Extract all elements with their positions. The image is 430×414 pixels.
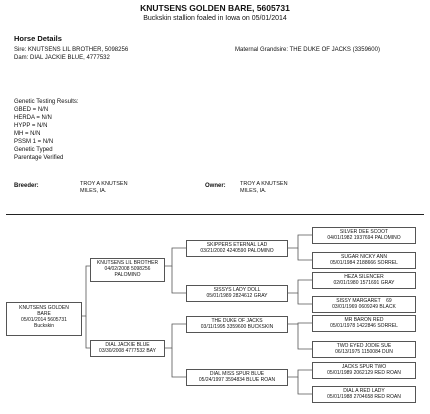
genetic-result: PSSM 1 = N/N — [14, 139, 54, 145]
dam-name: DIAL JACKIE BLUE — [105, 342, 150, 348]
horse-info: 05/01/1989 2824612 GRAY — [206, 293, 268, 299]
subject-name-cont: BARE — [37, 311, 51, 317]
pedigree-gen4-item — [312, 272, 416, 289]
horse-name: DIAL A RED LADY — [343, 388, 385, 394]
horse-name: THE DUKE OF JACKS — [211, 318, 263, 324]
horse-name: SKIPPERS ETERNAL LAD — [206, 242, 268, 248]
pedigree-gen4-item — [312, 386, 416, 403]
breeder-name: TROY A KNUTSEN — [80, 181, 128, 187]
horse-name: SISSYS LADY DOLL — [213, 287, 261, 293]
sire-name: KNUTSENS LIL BROTHER — [96, 260, 159, 266]
owner-label: Owner: — [205, 183, 226, 189]
pedigree-gen3-item — [186, 240, 288, 257]
genetic-heading: Genetic Testing Results: — [14, 99, 79, 105]
pedigree-gen4-item — [312, 252, 416, 269]
genetic-result: GBED = N/N — [14, 107, 49, 113]
horse-name: JACKS SPUR TWO — [341, 364, 387, 370]
horse-info: 03/11/1995 3359600 BUCKSKIN — [200, 324, 274, 330]
pedigree-gen4-item — [312, 362, 416, 379]
genetic-result: HYPP = N/N — [14, 123, 48, 129]
horse-info: 05/01/1989 2062129 RED ROAN — [327, 370, 401, 376]
horse-info: 05/01/1984 2188666 SORREL — [330, 260, 398, 266]
owner-name: TROY A KNUTSEN — [240, 181, 288, 187]
pedigree-gen3-item — [186, 285, 288, 302]
horse-details-heading: Horse Details — [14, 34, 62, 43]
dam-info: 03/30/2008 4777532 BAY — [99, 348, 156, 354]
horse-name: MR BARON RED — [344, 317, 384, 323]
sire-info: 04/02/2008 5098256 — [104, 266, 151, 272]
subject-info: 05/01/2014 5605731 — [21, 317, 67, 323]
pedigree-gen4-item — [312, 341, 416, 358]
pedigree-gen4-item — [312, 296, 416, 313]
dam-line: Dam: DIAL JACKIE BLUE, 4777532 — [14, 55, 110, 61]
horse-info: 03/01/1969 0609249 BLACK — [332, 304, 396, 310]
horse-name: SISSY MARGARET 69 — [336, 298, 392, 304]
subject-color: Buckskin — [33, 323, 54, 329]
pedigree-sire — [90, 258, 165, 282]
pedigree-gen4-item — [312, 227, 416, 244]
pedigree-gen3-item — [186, 316, 288, 333]
owner-location: MILES, IA. — [240, 188, 267, 194]
horse-info: 05/01/1988 2704658 RED ROAN — [327, 394, 401, 400]
horse-info: 05/24/1997 3594834 BLUE ROAN — [198, 377, 276, 383]
horse-name: TWO EYED JODIE SUE — [336, 343, 392, 349]
pedigree-gen3-item — [186, 369, 288, 386]
horse-name: DIAL MISS SPUR BLUE — [209, 371, 265, 377]
genetic-typed: Genetic Typed — [14, 147, 53, 153]
genetic-result: MH = N/N — [14, 131, 41, 137]
horse-name: SILVER DEE SCOOT — [339, 229, 389, 235]
pedigree-subject — [6, 302, 82, 336]
horse-info: 05/01/1978 1422846 SORREL — [330, 323, 398, 329]
maternal-grandsire-line: Maternal Grandsire: THE DUKE OF JACKS (3359600) — [235, 47, 380, 53]
page-subtitle: Buckskin stallion foaled in Iowa on 05/01/2014 — [143, 15, 287, 22]
horse-info: 04/01/1982 1937694 PALOMINO — [327, 235, 401, 241]
pedigree-dam — [90, 340, 165, 357]
horse-info: 03/21/2002 4240590 PALOMINO — [200, 248, 274, 254]
horse-info: 02/01/1980 1571691 GRAY — [333, 280, 395, 286]
page-title: KNUTSENS GOLDEN BARE, 5605731 — [140, 3, 290, 13]
breeder-label: Breeder: — [14, 183, 39, 189]
pedigree-gen4-item — [312, 315, 416, 332]
parentage-verified: Parentage Verified — [14, 155, 64, 161]
horse-name: HEZA SILENCER — [344, 274, 384, 280]
breeder-location: MILES, IA. — [80, 188, 107, 194]
sire-color: PALOMINO — [114, 272, 141, 278]
sire-line: Sire: KNUTSENS LIL BROTHER, 5098256 — [14, 47, 129, 53]
subject-name: KNUTSENS GOLDEN — [19, 305, 69, 311]
horse-info: 06/13/1975 1150084 DUN — [335, 349, 393, 355]
horse-name: SUGAR NICKY ANN — [340, 254, 388, 260]
genetic-result: HERDA = N/N — [14, 115, 52, 121]
